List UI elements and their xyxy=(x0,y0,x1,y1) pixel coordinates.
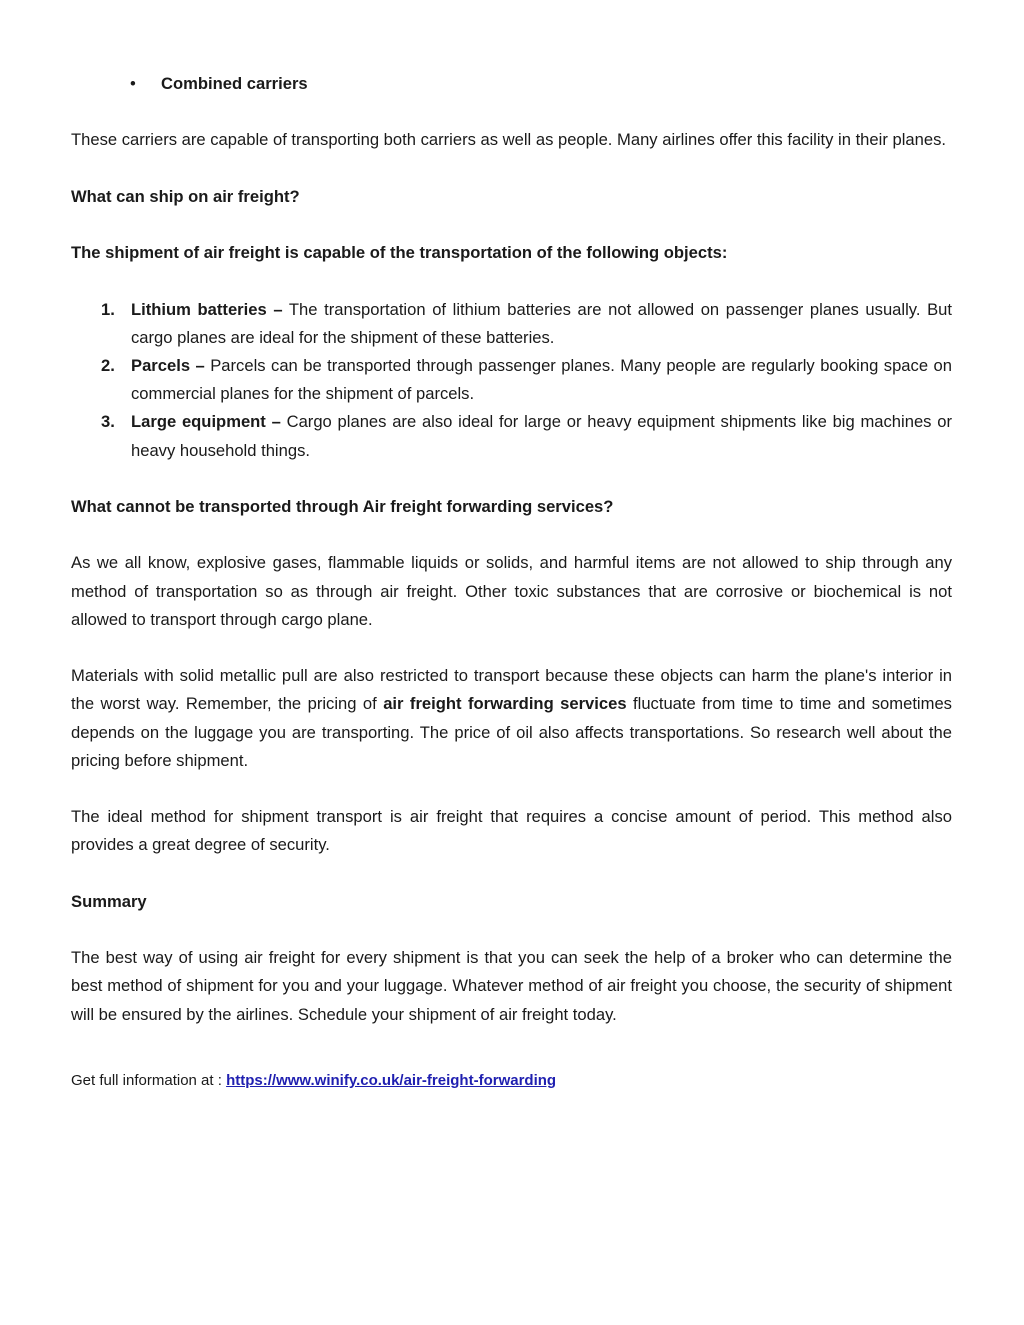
cannot-paragraph-3: The ideal method for shipment transport is air freight that requires a concise amount of period. This method also provides a great degree of security. xyxy=(71,807,952,855)
cannot-paragraph-1: As we all know, explosive gases, flammable liquids or solids, and harmful items are not allowed to ship through any method of transportation so as through air freight. Other toxic substances that are corrosive or biochemical is not allowed to transport through cargo plane. xyxy=(71,553,952,629)
list-item-number: 2. xyxy=(101,355,115,375)
heading-shipment-capable: The shipment of air freight is capable of the transportation of the following objects: xyxy=(71,243,728,263)
footer-info-line xyxy=(71,1067,952,1095)
bullet-heading-combined-carriers xyxy=(71,70,952,98)
heading-what-can-ship: What can ship on air freight? xyxy=(71,186,300,206)
list-item-number: 3. xyxy=(101,412,115,432)
list-item-large-equipment xyxy=(71,408,952,464)
list-item-desc: Cargo planes are also ideal for large or heavy equipment shipments like big machines or heavy household things. xyxy=(131,412,952,460)
heading-what-cannot: What cannot be transported through Air freight forwarding services? xyxy=(71,496,614,516)
list-item-number: 1. xyxy=(101,299,115,319)
shippable-items-list xyxy=(71,296,952,465)
heading-summary: Summary xyxy=(71,891,147,911)
list-item-desc: The transportation of lithium batteries are not allowed on passenger planes usually. But cargo planes are ideal for the shipment of these batteries. xyxy=(131,299,952,347)
cannot-paragraph-2 xyxy=(71,662,952,775)
cannot-paragraph-2-start: Materials with solid metallic pull are also restricted to transport because these objects can harm the plane's interior in the worst way. Remember, the pricing of xyxy=(71,666,952,714)
footer-prefix: Get full information at : xyxy=(71,1071,222,1089)
combined-carriers-paragraph: These carriers are capable of transporting both carriers as well as people. Many airlines offer this facility in their planes. xyxy=(71,130,946,150)
list-item-term: Large equipment – xyxy=(131,412,281,432)
cannot-paragraph-2-end: fluctuate from time to time and sometimes depends on the luggage you are transporting. The price of oil also affects transportations. So research well about the pricing before shipment. xyxy=(71,694,952,770)
list-item-desc: Parcels can be transported through passenger planes. Many people are regularly booking space on commercial planes for the shipment of parcels. xyxy=(131,355,952,404)
document-page xyxy=(71,70,952,1095)
list-item-parcels xyxy=(71,352,952,408)
bullet-heading-text: Combined carriers xyxy=(161,74,308,93)
list-item-lithium-batteries xyxy=(71,296,952,352)
summary-paragraph: The best way of using air freight for every shipment is that you can seek the help of a broker who can determine the best method of shipment for you and your luggage. Whatever method of air freight you choose, the security of shipment will be ensured by the airlines. Schedule your shipment of air freight today. xyxy=(71,948,952,1024)
cannot-paragraph-2-bold: air freight forwarding services xyxy=(383,694,627,714)
list-item-term: Parcels – xyxy=(131,355,205,375)
list-item-term: Lithium batteries – xyxy=(131,299,283,319)
footer-link[interactable]: https://www.winify.co.uk/air-freight-forwarding xyxy=(226,1071,557,1089)
bullet-dot-icon: • xyxy=(130,74,136,93)
